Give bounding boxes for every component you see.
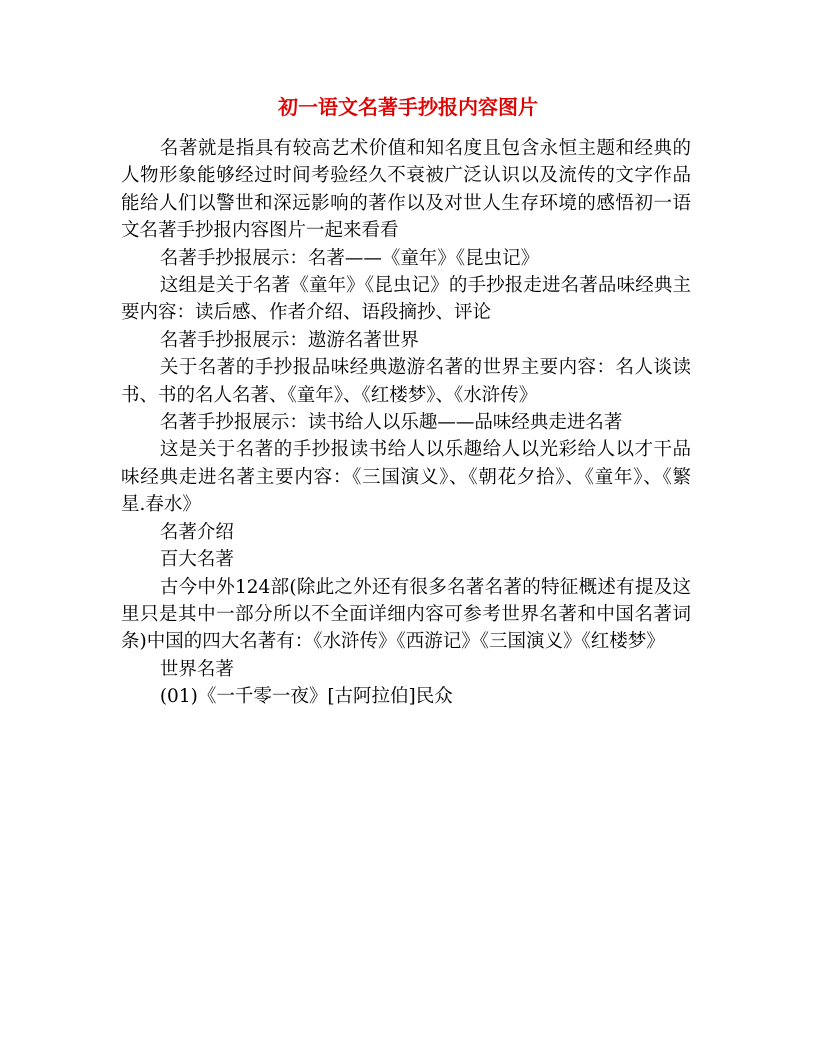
section-heading-intro: 名著介绍 xyxy=(159,521,234,543)
list-item-world-01: (01)《一千零一夜》[古阿拉伯]民众 xyxy=(159,686,453,708)
paragraph-showcase-2: 名著手抄报展示：遨游名著世界 xyxy=(159,329,419,351)
paragraph-showcase-3: 名著手抄报展示：读书给人以乐趣——品味经典走进名著 xyxy=(159,412,623,434)
section-heading-world: 世界名著 xyxy=(159,658,234,680)
paragraph-showcase-1-desc: 这组是关于名著《童年》《昆虫记》的手抄报走进名著品味经典主要内容：读后感、作者介绍、语段摘抄、评论 xyxy=(121,275,691,324)
paragraph-showcase-1: 名著手抄报展示：名著——《童年》《昆虫记》 xyxy=(159,247,540,269)
paragraph-hundred-desc: 古今中外124部(除此之外还有很多名著名著的特征概述有提及这里只是其中一部分所以不全面详细内容可参考世界名著和中国名著词条)中国的四大名著有：《水浒传》《西游记》《三国演义》《红楼梦》 xyxy=(121,576,691,653)
paragraph-intro: 名著就是指具有较高艺术价值和知名度且包含永恒主题和经典的人物形象能够经过时间考验经久不衰被广泛认识以及流传的文字作品能给人们以警世和深远影响的著作以及对世人生存环境的感悟初一语文名著手抄报内容图片一起来看看 xyxy=(121,138,691,242)
paragraph-showcase-2-desc: 关于名著的手抄报品味经典遨游名著的世界主要内容：名人谈读书、书的名人名著、《童年》、《红楼梦》、《水浒传》 xyxy=(121,357,691,406)
document-body xyxy=(121,135,691,711)
page-title: 初一语文名著手抄报内容图片 xyxy=(278,95,538,119)
section-heading-hundred: 百大名著 xyxy=(159,549,234,571)
paragraph-showcase-3-desc: 这是关于名著的手抄报读书给人以乐趣给人以光彩给人以才干品味经典走进名著主要内容：《三国演义》、《朝花夕拾》、《童年》、《繁星.春水》 xyxy=(121,439,691,516)
